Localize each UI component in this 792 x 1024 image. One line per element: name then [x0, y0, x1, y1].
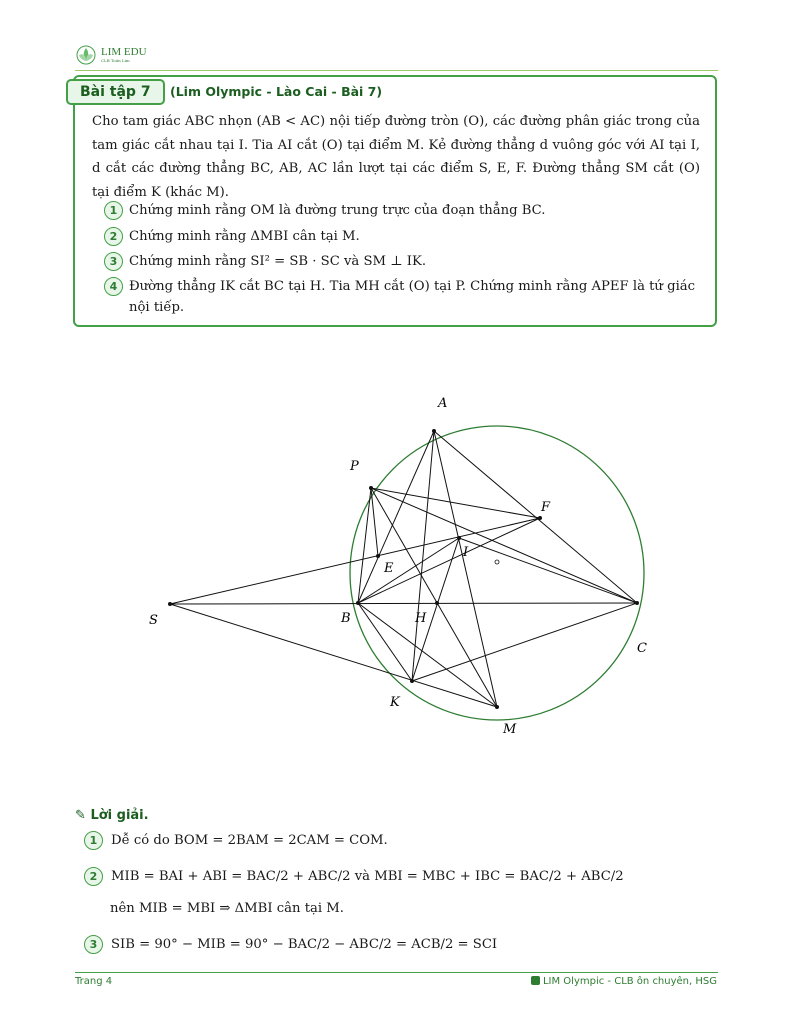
question-item	[104, 276, 700, 318]
step-text: SIB = 90° − MIB = 90° − BAC/2 − ABC/2 = ACB/2 = SCI	[111, 936, 498, 952]
footer-divider	[75, 972, 718, 973]
solution-step	[84, 934, 497, 954]
step-text: nên MIB = MBI ⇒ ΔMBI cân tại M.	[110, 901, 344, 916]
label-P: P	[350, 459, 359, 474]
brand-name: LIM EDU	[101, 46, 147, 58]
solution-heading	[75, 808, 149, 823]
footer-brand-text: LIM Olympic - CLB ôn chuyên, HSG	[542, 976, 717, 987]
step-text: Dễ có do BOM = 2BAM = 2CAM = COM.	[111, 832, 388, 848]
page-number: Trang 4	[75, 976, 113, 987]
question-item	[104, 226, 700, 247]
step-text: MIB = BAI + ABI = BAC/2 + ABC/2 và MBI = MBC + IBC = BAC/2 + ABC/2	[111, 868, 624, 884]
label-C: C	[637, 641, 647, 656]
geometry-figure	[130, 380, 670, 750]
question-number: 3	[104, 252, 123, 271]
label-A: A	[438, 396, 448, 411]
solution-title: Lời giải.	[90, 808, 149, 823]
label-E: E	[384, 561, 394, 576]
question-text: Chứng minh rằng SI² = SB · SC và SM ⊥ IK.	[129, 254, 427, 269]
question-number: 4	[104, 277, 123, 296]
question-text: Đường thẳng IK cắt BC tại H. Tia MH cắt (O) tại P. Chứng minh rằng APEF là tứ giác nội tiếp.	[129, 279, 696, 315]
circle-O	[350, 426, 644, 720]
header-divider	[75, 70, 718, 71]
label-I: I	[463, 545, 469, 560]
footer-brand	[531, 976, 717, 987]
problem-source: (Lim Olympic - Lào Cai - Bài 7)	[170, 84, 383, 99]
question-text: Chứng minh rằng ΔMBI cân tại M.	[129, 229, 360, 244]
question-number: 1	[104, 201, 123, 220]
question-text: Chứng minh rằng OM là đường trung trực của đoạn thẳng BC.	[129, 203, 546, 218]
lotus-icon	[75, 44, 97, 66]
label-B: B	[341, 611, 351, 626]
solution-step	[84, 830, 388, 850]
figure-points	[168, 429, 639, 709]
step-number: 2	[84, 867, 103, 886]
solution-step	[84, 866, 624, 886]
problem-tag: Bài tập 7	[66, 79, 165, 105]
facebook-icon	[531, 976, 540, 985]
label-S: S	[149, 613, 158, 628]
figure-lines	[170, 431, 637, 707]
label-H: H	[415, 611, 427, 626]
question-item	[104, 200, 700, 221]
solution-step-continued	[110, 901, 344, 916]
question-item	[104, 251, 700, 272]
problem-statement: Cho tam giác ABC nhọn (AB < AC) nội tiếp đường tròn (O), các đường phân giác trong của tam giác cắt nhau tại I. Tia AI cắt (O) tại điểm M. Kẻ đường thẳng d vuông góc với AI tại I, d cắt các đường thẳng BC, AB, AC lần lượt tại các điểm S, E, F. Đường thẳng SM cắt (O) tại điểm K (khác M).	[92, 114, 700, 200]
step-number: 3	[84, 935, 103, 954]
step-number: 1	[84, 831, 103, 850]
brand-subtitle: CLB Toán Lim	[101, 58, 130, 63]
label-F: F	[541, 500, 551, 515]
edit-icon: ✎	[75, 808, 86, 823]
question-number: 2	[104, 227, 123, 246]
center-O-mark	[495, 560, 499, 564]
label-M: M	[503, 722, 517, 737]
brand-logo	[75, 44, 147, 66]
label-K: K	[390, 695, 400, 710]
